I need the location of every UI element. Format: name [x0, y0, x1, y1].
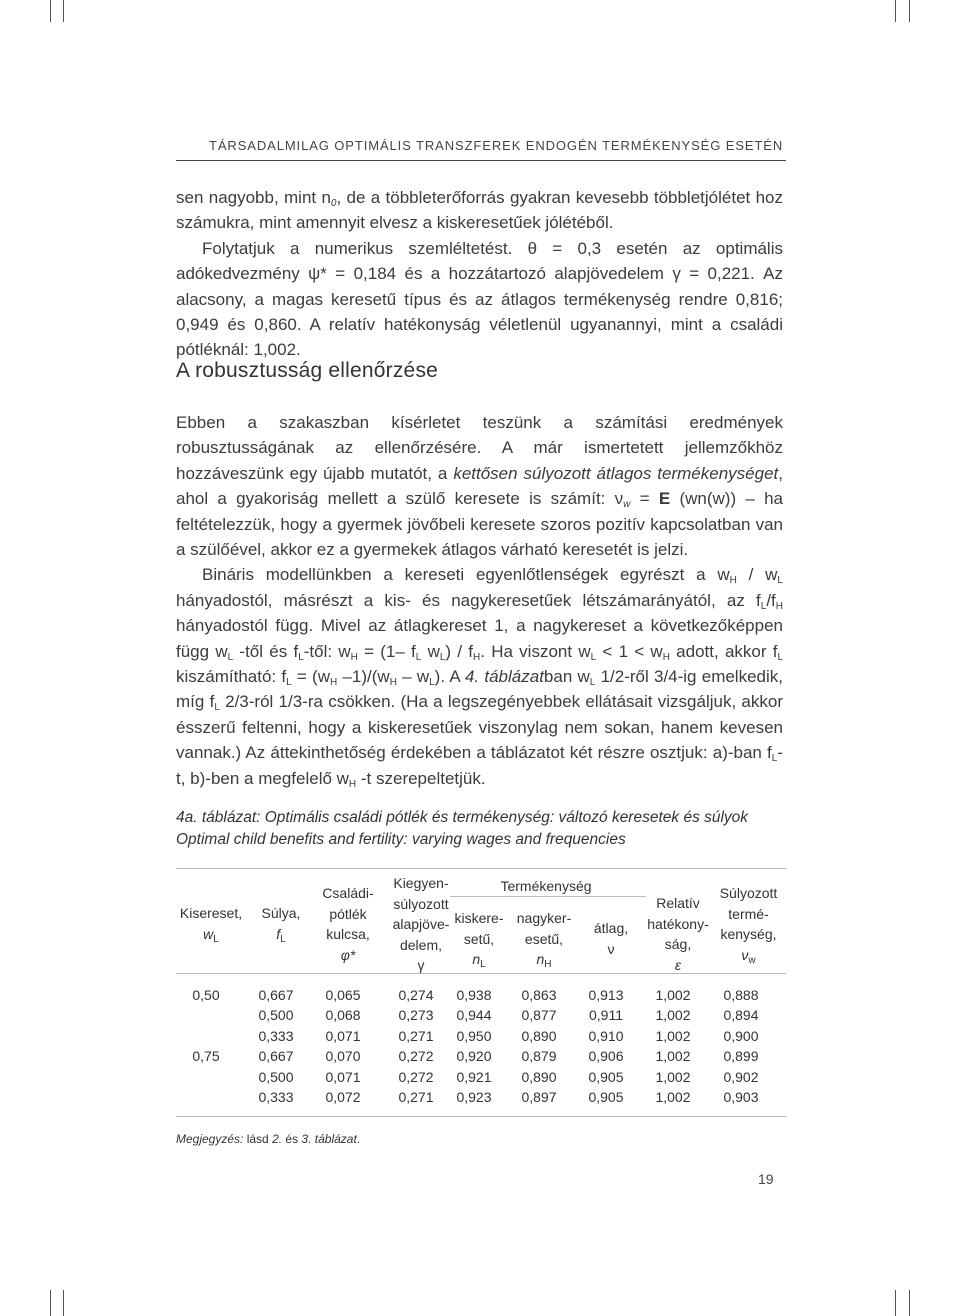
- table-cell: 0,500: [258, 1007, 294, 1024]
- table-cell: 0,903: [723, 1089, 759, 1105]
- table-cell: 0,271: [398, 1027, 434, 1044]
- column-header: Súlyozott termé- kenység, $\nu_w$: [719, 885, 778, 966]
- paragraph-1: sen nagyobb, mint $n_0$, de a többleterőforrás gyakran kevesebb többletjólétet hoz számukra, mint amennyit elvesz a kiskeresetűek jólétéből. Folytatjuk a numerikus szemléltetést. θ = 0,3 esetén az optimális adókedvezmény ψ* = 0,184 és a hozzátartozó alapjövedelem γ = 0,221. Az alacsony, a magas keresetű típus és az átlagos termékenység rendre 0,816; 0,949 és 0,860. A relatív hatékonyság véletlenül ugyanannyi, mint a családi pótléknál: 1,002.: [176, 188, 783, 360]
- table-cell: 1,002: [655, 1048, 691, 1065]
- table-cell: 0,271: [398, 1089, 434, 1105]
- column-header: kiskere- setű, $n_L$: [454, 910, 504, 970]
- table-cell: 1,002: [655, 987, 691, 1003]
- column-header: nagyker- esetű, $n_H$: [516, 910, 572, 970]
- table-cell: 0,900: [723, 1027, 759, 1044]
- table-cell: 1,002: [655, 1007, 691, 1024]
- table-cell: 0,921: [456, 1068, 492, 1085]
- table-cell: 1,002: [655, 1027, 691, 1044]
- table-cell: 0,333: [258, 1089, 294, 1105]
- paragraph-3: Bináris modellünkben a kereseti egyenlőtlenségek egyrészt a $w_H / w_L$ hányadostól, másrészt a kis- és nagykeresetűek létszámarányától, az $f_L/f_H$ hányadostól függ. Mivel az átlagkereset 1, a nagykereset a következőképpen függ $w_L$ -től és $f_L$-től: $w_H = (1-$ $f_L$ $w_L) / f_H$. Ha viszont $w_L < 1 < w_H$ adott, akkor $f_L$ kiszámítható: $f_L = (w_H$ $-1)/(w_H - w_L)$. A 4. táblázatban $w_L$ 1/2-ről 3/4-ig emelkedik, míg $f_L$ 2/3-ról 1/3-ra csökken. (Ha a legszegényebbek ellátásait vizsgáljuk, akkor ésszerű feltenni, hogy a kiskeresetűek viszonylag nem sokan, hanem kevesen vannak.) Az áttekinthetőség érdekében a táblázatot két részre osztjuk: a)-ban $f_L-t$, b)-ben a megfelelő $w_H$ -t szerepeltetjük.: [176, 565, 784, 790]
- crop-mark: [50, 0, 51, 22]
- column-header: Kiegyen- súlyozott alapjöve- delem, γ: [392, 875, 450, 973]
- table-cell: 1,002: [655, 1089, 691, 1105]
- group-header: Termékenység: [500, 878, 592, 894]
- table-cell: 0,274: [398, 987, 434, 1003]
- column-header: Családi- pótlék kulcsa, φ*: [322, 885, 374, 963]
- table-cell: 0,906: [588, 1048, 624, 1065]
- table-cell: 0,500: [258, 1068, 294, 1085]
- table-cell: 0,950: [456, 1027, 492, 1044]
- table-cell: 0,938: [456, 987, 492, 1003]
- crop-mark: [63, 1290, 64, 1316]
- table-cell: 0,272: [398, 1068, 434, 1085]
- page-number: 19: [758, 1171, 774, 1187]
- table-cell: 0,923: [456, 1089, 492, 1105]
- table-bottom-rule: [176, 1116, 786, 1117]
- table-note: Megjegyzés: lásd 2. és 3. táblázat.: [176, 1132, 361, 1146]
- crop-mark: [895, 0, 896, 22]
- table-cell: 0,913: [588, 987, 624, 1003]
- table-cell: 0,50: [192, 987, 220, 1003]
- table-cell: 0,911: [589, 1007, 623, 1024]
- table-cell: 0,667: [258, 987, 294, 1003]
- header-rule: [176, 160, 786, 161]
- crop-mark: [63, 0, 64, 22]
- caption-hungarian: 4a. táblázat: Optimális családi pótlék és termékenység: változó keresetek és súlyok: [176, 809, 749, 826]
- table-cell: 0,888: [723, 987, 759, 1003]
- section-heading: A robusztusság ellenőrzése: [176, 359, 439, 382]
- column-header: Relatív hatékony- ság, ε: [647, 895, 709, 973]
- table-cell: 0,910: [588, 1027, 624, 1044]
- crop-mark: [50, 1290, 51, 1316]
- table-cell: 1,002: [655, 1068, 691, 1085]
- crop-mark: [909, 0, 910, 22]
- table-cell: 0,897: [521, 1089, 557, 1105]
- column-header: Kisereset, $w_L$: [179, 905, 243, 945]
- crop-mark: [895, 1290, 896, 1316]
- column-header: Súlya, $f_L$: [261, 905, 301, 945]
- table-cell: 0,272: [398, 1048, 434, 1065]
- table-cell: 0,863: [521, 987, 557, 1003]
- table-cell: 0,667: [258, 1048, 294, 1065]
- table-cell: 0,890: [521, 1027, 557, 1044]
- table-cell: 0,877: [521, 1007, 557, 1024]
- table-cell: 0,333: [258, 1027, 294, 1044]
- table-cell: 0,902: [723, 1068, 759, 1085]
- table-cell: 0,273: [398, 1007, 434, 1024]
- table-top-rule: [176, 868, 786, 869]
- table-cell: 0,071: [325, 1068, 361, 1085]
- table-caption: [176, 807, 748, 851]
- table-cell: 0,879: [521, 1048, 557, 1065]
- crop-mark: [909, 1290, 910, 1316]
- caption-english: Optimal child benefits and fertility: varying wages and frequencies: [176, 831, 626, 848]
- paragraph-2: Ebben a szakaszban kísérletet teszünk a számítási eredmények robusztusságának az ellenőrzésére. A már ismertetett jellemzőkhöz hozzáveszünk egy újabb mutatót, a kettősen súlyozott átlagos termékenységet, ahol a gyakoriság mellett a szülő keresete is számít: $\nu_w = E$ (wn(w)) – ha feltételezzük, hogy a gyermek jövőbeli keresete szoros pozitív kapcsolatban van a szülőével, akkor ez a gyermekek átlagos várható keresetét is jelzi. Bináris modellünkben a kereseti egyenlőtlenségek egyrészt a $w_H / w_L$ hányadostól, másrészt a kis- és nagykeresetűek létszámarányától, az $f_L/f_H$ hányadostól függ. Mivel az átlagkereset 1, a nagykereset a következőképpen függ $w_L$ -től és $f_L$-től: $w_H = (1-$ $f_L$ $w_L) / f_H$. Ha viszont $w_L < 1 < w_H$ adott, akkor $f_L$ kiszámítható: $f_L = (w_H$ $-1)/(w_H - w_L)$. A 4. táblázatban $w_L$ 1/2-ről 3/4-ig emelkedik, míg $f_L$ 2/3-ról 1/3-ra csökken. (Ha a legszegényebbek ellátásait vizsgáljuk, akkor ésszerű feltenni, hogy a kiskeresetűek viszonylag nem sokan, hanem kevesen vannak.) Az áttekinthetőség érdekében a táblázatot két részre osztjuk: a)-ban $f_L-t$, b)-ben a megfelelő $w_H$ -t szerepeltetjük.: [176, 413, 784, 790]
- table-cell: 0,75: [192, 1048, 220, 1065]
- table-cell: 0,072: [325, 1089, 361, 1105]
- table-cell: 0,070: [325, 1048, 361, 1065]
- running-header: TÁRSADALMILAG OPTIMÁLIS TRANSZFEREK ENDOGÉN TERMÉKENYSÉG ESETÉN: [209, 138, 784, 153]
- table-cell: 0,894: [723, 1007, 759, 1024]
- table-cell: 0,890: [521, 1068, 557, 1085]
- table-cell: 0,899: [723, 1048, 759, 1065]
- data-table: [176, 868, 786, 1118]
- table-cell: 0,068: [325, 1007, 361, 1024]
- table-cell: 0,920: [456, 1048, 492, 1065]
- table-cell: 0,065: [325, 987, 361, 1003]
- table-cell: 0,905: [588, 1068, 624, 1085]
- table-cell: 0,905: [588, 1089, 624, 1105]
- column-header: átlag, ν: [593, 920, 629, 957]
- table-cell: 0,944: [456, 1007, 492, 1024]
- table-cell: 0,071: [325, 1027, 361, 1044]
